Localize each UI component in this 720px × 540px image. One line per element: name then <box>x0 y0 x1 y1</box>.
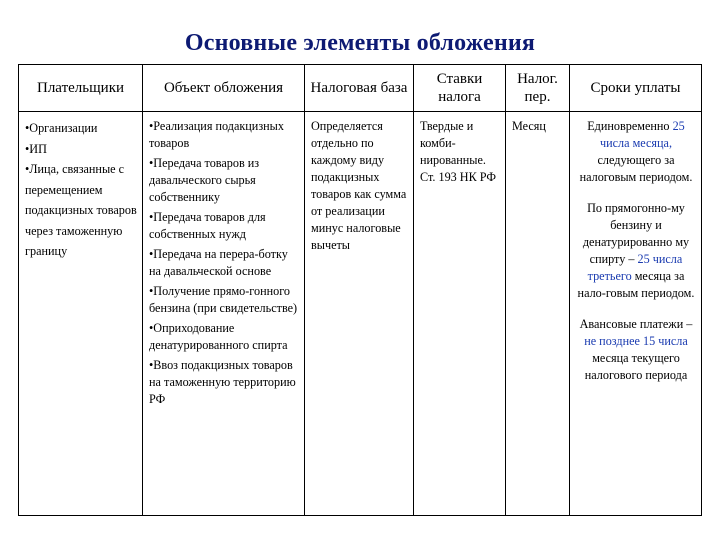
list-item: •Реализация подакцизных товаров <box>149 119 284 150</box>
cell-period <box>506 112 570 516</box>
table-header-row <box>19 65 702 112</box>
cell-terms <box>570 112 702 516</box>
header-rates: Ставки налога <box>414 65 506 112</box>
page-title: Основные элементы обложения <box>184 30 536 56</box>
cell-object <box>143 112 305 516</box>
list-item: •Получение прямо-гонного бензина (при свидетельстве) <box>149 284 298 315</box>
header-payers: Плательщики <box>19 65 143 112</box>
rates-article: Ст. 193 НК РФ <box>420 170 496 184</box>
list-item: •ИП <box>25 141 47 156</box>
highlight-text: 25 числа месяца, <box>599 119 685 150</box>
list-item: •Передача на перера-ботку на давальческой основе <box>149 247 288 278</box>
terms-paragraph: По прямогонно-му бензину и денатурированно му спирту – 25 числа третьего месяца за нало-говым периодом. <box>577 201 695 300</box>
cell-base <box>305 112 414 516</box>
terms-paragraph: Авансовые платежи – не позднее 15 числа месяца текущего налогового периода <box>579 317 693 382</box>
header-period: Налог. пер. <box>506 65 570 112</box>
table-row <box>19 112 702 516</box>
list-item: •Ввоз подакцизных товаров на таможенную территорию РФ <box>149 358 296 406</box>
header-terms: Сроки уплаты <box>570 65 702 112</box>
tax-elements-table <box>18 64 702 516</box>
list-item: •Передача товаров из давальческого сырья собственнику <box>149 156 260 204</box>
period-text: Месяц <box>512 119 546 133</box>
list-item: •Передача товаров для собственных нужд <box>149 210 266 241</box>
header-base: Налоговая база <box>305 65 414 112</box>
header-object: Объект обложения <box>143 65 305 112</box>
cell-rates <box>414 112 506 516</box>
rates-type: Твердые и комби-нированные. <box>420 119 486 167</box>
list-item: •Оприходование денатурированного спирта <box>149 321 288 352</box>
list-item: •Организации <box>25 121 98 135</box>
terms-paragraph: Единовременно 25 числа месяца, следующего за налоговым периодом. <box>579 119 693 184</box>
list-item: •Лица, связанные с перемещением подакцизных товаров через таможенную границу <box>25 162 137 258</box>
highlight-text: 25 числа третьего <box>587 252 683 283</box>
base-text: Определяется отдельно по каждому виду подакцизных товаров как сумма от реализации минус налоговые вычеты <box>311 119 407 252</box>
cell-payers <box>19 112 143 516</box>
highlight-text: не позднее 15 числа <box>584 334 688 348</box>
